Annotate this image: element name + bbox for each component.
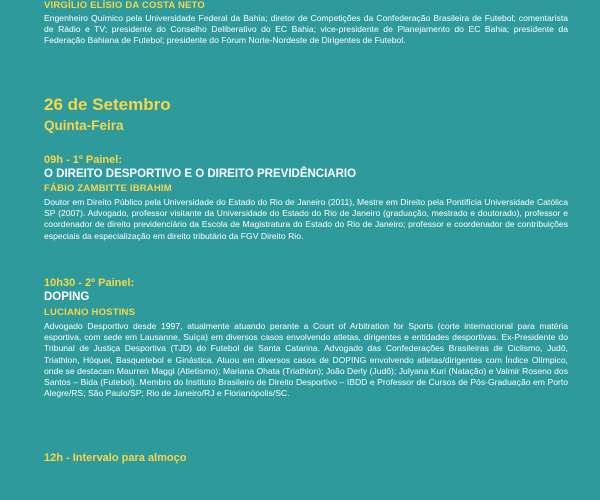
panel2-speaker-name: LUCIANO HOSTINS: [44, 307, 136, 318]
panel1-speaker-bio: Doutor em Direito Público pela Universidade do Estado do Rio de Janeiro (2011), Mestre em Direito pela Pontifícia Universidade Católica SP (2007). Advogado, professor visitante da Universidade do Estado do Rio de Janeiro (graduação, mestrado e doutorado), professor e coordenador de direito previdenciário da Escola de Magistratura do Estado do Rio de Janeiro; professor e coordenador de contribuições especiais da especialização em direito tributário da FGV Direito Rio.: [44, 197, 568, 241]
panel2-speaker-bio: Advogado Desportivo desde 1997, atualmente atuando perante a Court of Arbitration for Sports (corte internacional para matéria esportiva, com sede em Lausanne, Suíça) em diversos casos envolvendo atletas, dirigentes e entidades desportivas. Ex-Presidente do Tribunal de Justiça Desportiva (TJD) do Futebol de Santa Catarina. Advogado das Confederações Brasileiras de Ciclismo, Judô, Triathlon, Hóquei, Basquetebol e Ginástica. Atuou em diversos casos de DOPING envolvendo atletas/dirigentes com Índice Olímpico, onde se destacam Maurren Maggi (Atletismo); Mariana Ohata (Triathlon); João Derly (Judô); Julyana Kuri (Natação) e Valmir Roseno dos Santos – Bida (Futebol). Membro do Instituto Brasileiro de Direito Desportivo – IBDD e Professor de Cursos de Pós-Graduação em Porto Alegre/RS; São Paulo/SP; Rio de Janeiro/RJ e Florianópolis/SC.: [44, 321, 568, 399]
panel1-title: O DIREITO DESPORTIVO E O DIREITO PREVIDÊNCIARIO: [44, 168, 357, 180]
panel2-time: 10h30 - 2º Painel:: [44, 277, 135, 289]
intro-speaker-bio: Engenheiro Químico pela Universidade Federal da Bahia; diretor de Competições da Confederação Brasileira de Futebol; comentarista de Rádio e TV; presidente do Conselho Deliberativo do EC Bahia; vice-presidente de Planejamento do EC Bahia; presidente da Federação Bahiana de Futebol; presidente do Fórum Norte-Nordeste de Dirigentes de Futebol.: [44, 13, 568, 46]
lunch-break: 12h - Intervalo para almoço: [44, 452, 187, 464]
panel2-title: DOPING: [44, 291, 90, 303]
day-weekday: Quinta-Feira: [44, 118, 124, 133]
panel1-time: 09h - 1º Painel:: [44, 154, 122, 166]
day-date: 26 de Setembro: [44, 95, 171, 114]
intro-speaker-name: VIRGÍLIO ELÍSIO DA COSTA NETO: [44, 0, 205, 11]
panel1-speaker-name: FÁBIO ZAMBITTE IBRAHIM: [44, 183, 172, 194]
